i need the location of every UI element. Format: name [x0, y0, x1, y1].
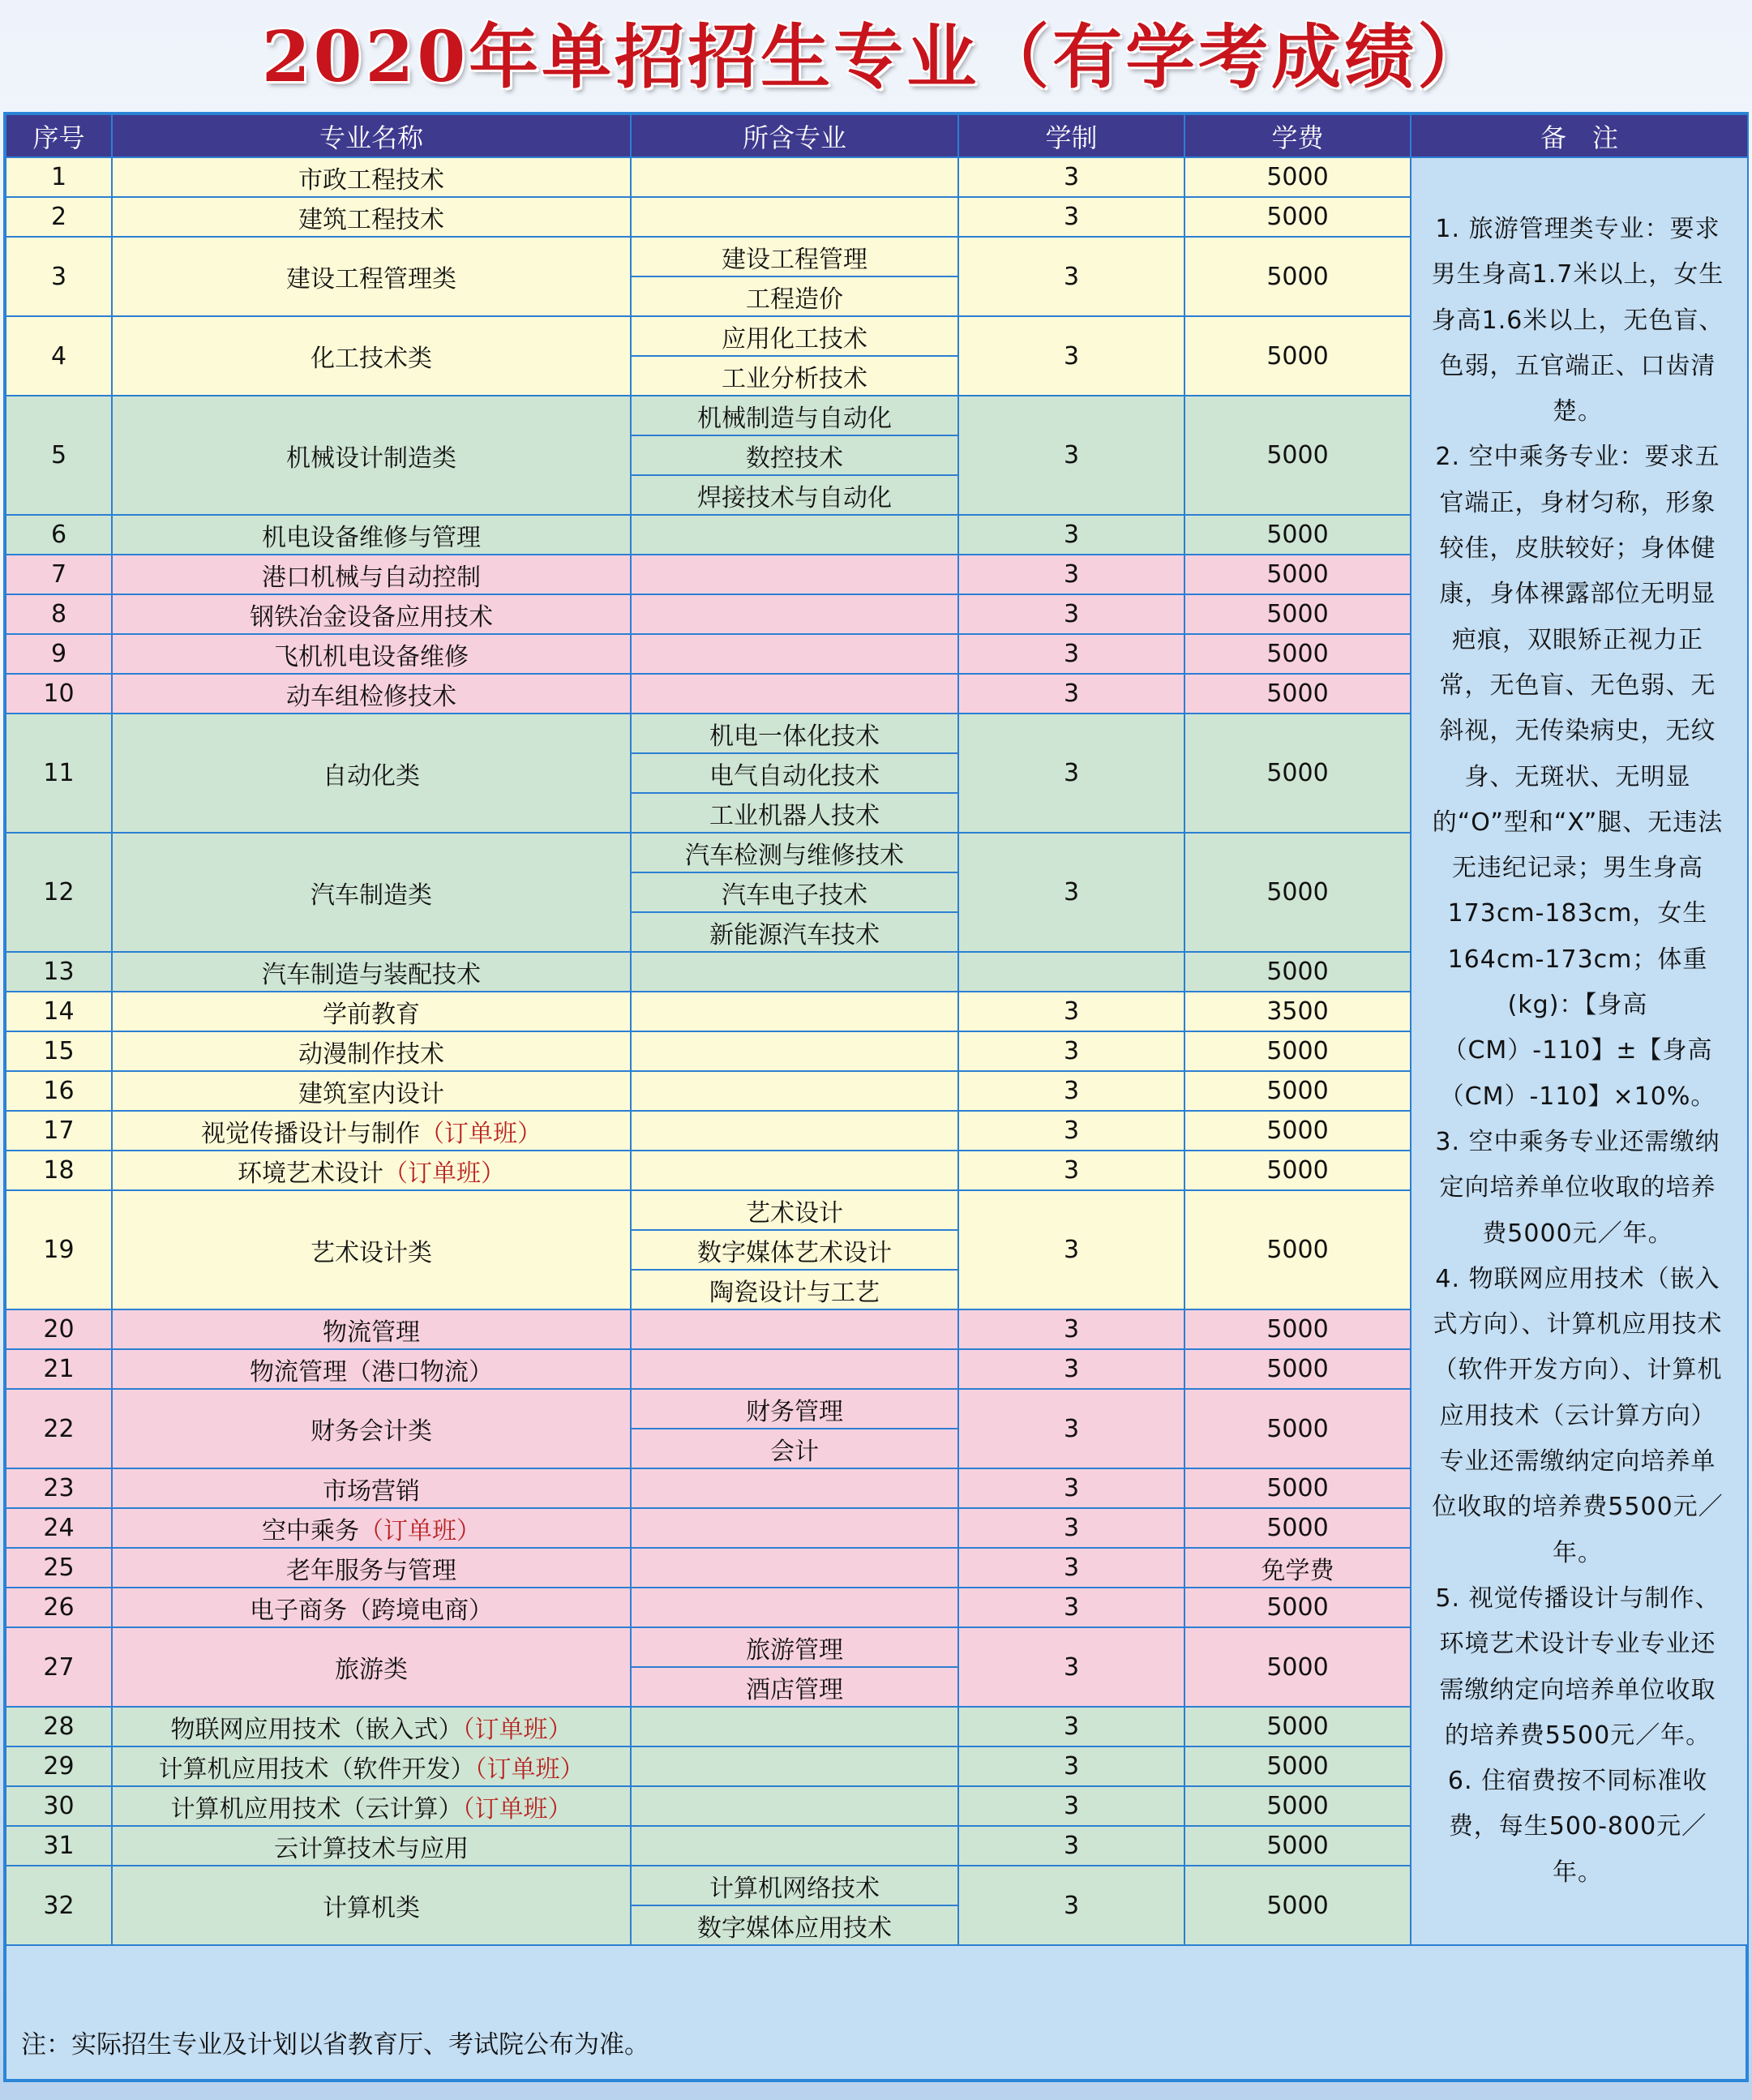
included-major: 工业机器人技术 — [631, 793, 958, 833]
major-name: 财务会计类 — [311, 1417, 432, 1446]
row-number: 6 — [6, 515, 112, 555]
fee-cell: 5000 — [1184, 1627, 1411, 1707]
included-major: 酒店管理 — [631, 1667, 958, 1707]
row-number: 31 — [6, 1826, 112, 1866]
fee-cell: 5000 — [1184, 396, 1411, 515]
remark-item: 2. 空中乘务专业：要求五官端正，身材匀称，形象较佳，皮肤较好；身体健康，身体裸露部位无明显疤痕，双眼矫正视力正常，无色盲、无色弱、无斜视，无传染病史，无纹身、无斑状、无明显的“O”型和“X”腿、无违法无违纪记录；男生身高173cm-183cm，女生164cm-173cm；体重(kg)：【身高（CM）-110】±【身高（CM）-110】×10%。 — [1432, 443, 1724, 1111]
included-major: 应用化工技术 — [631, 316, 958, 356]
major-name-cell — [112, 1548, 631, 1588]
included-major — [631, 634, 958, 674]
header-no: 序号 — [6, 114, 112, 157]
remark-item: 5. 视觉传播设计与制作、环境艺术设计专业专业还需缴纳定向培养单位收取的培养费5500元／年。 — [1435, 1584, 1720, 1750]
years-cell: 3 — [958, 833, 1184, 952]
major-name: 动漫制作技术 — [298, 1039, 444, 1069]
remark-item: 6. 住宿费按不同标准收费，每生500-800元／年。 — [1447, 1767, 1708, 1887]
included-major: 建设工程管理 — [631, 237, 958, 276]
major-name: 市场营销 — [323, 1476, 420, 1506]
row-number: 9 — [6, 634, 112, 674]
included-major: 数字媒体应用技术 — [631, 1905, 958, 1945]
page-title: 2020年单招招生专业（有学考成绩） — [261, 15, 1491, 98]
included-major: 工业分析技术 — [631, 356, 958, 396]
included-major — [631, 1548, 958, 1588]
included-major: 会计 — [631, 1429, 958, 1468]
included-major: 数控技术 — [631, 435, 958, 475]
fee-cell: 3500 — [1184, 992, 1411, 1031]
fee-cell: 5000 — [1184, 1389, 1411, 1468]
included-major: 机械制造与自动化 — [631, 396, 958, 435]
row-number: 32 — [6, 1866, 112, 1945]
major-name: 汽车制造类 — [311, 881, 432, 910]
major-name: 计算机应用技术（软件开发） — [158, 1755, 475, 1784]
included-major — [631, 952, 958, 992]
years-cell: 3 — [958, 1508, 1184, 1548]
major-name-cell — [112, 1111, 631, 1151]
major-name-cell — [112, 1588, 631, 1627]
major-name-cell — [112, 1309, 631, 1349]
years-cell: 3 — [958, 1746, 1184, 1786]
years-cell: 3 — [958, 634, 1184, 674]
major-name-cell — [112, 157, 631, 197]
row-number: 27 — [6, 1627, 112, 1707]
included-major — [631, 992, 958, 1031]
included-major — [631, 1786, 958, 1826]
fee-cell: 5000 — [1184, 515, 1411, 555]
major-name: 建设工程管理类 — [286, 265, 456, 294]
major-name-cell — [112, 1151, 631, 1190]
major-name-cell — [112, 1746, 631, 1786]
header-fee: 学费 — [1184, 114, 1411, 157]
major-name: 机械设计制造类 — [286, 444, 456, 473]
major-name-cell — [112, 316, 631, 396]
years-cell: 3 — [958, 594, 1184, 634]
row-number: 21 — [6, 1349, 112, 1389]
major-name: 建筑工程技术 — [298, 205, 444, 234]
row-number: 2 — [6, 197, 112, 237]
major-name: 空中乘务 — [262, 1516, 359, 1545]
fee-cell: 5000 — [1184, 1349, 1411, 1389]
major-name-cell — [112, 555, 631, 594]
order-class-tag: （订单班） — [462, 1794, 572, 1824]
table-header-row — [6, 114, 1748, 157]
years-cell — [958, 952, 1184, 992]
row-number: 25 — [6, 1548, 112, 1588]
included-major — [631, 1588, 958, 1627]
major-name: 自动化类 — [323, 761, 420, 791]
major-name-cell — [112, 952, 631, 992]
row-number: 18 — [6, 1151, 112, 1190]
fee-cell: 5000 — [1184, 1031, 1411, 1071]
order-class-tag: （订单班） — [462, 1715, 572, 1744]
fee-cell: 5000 — [1184, 1866, 1411, 1945]
years-cell: 3 — [958, 515, 1184, 555]
included-major — [631, 555, 958, 594]
included-major — [631, 1071, 958, 1111]
included-major — [631, 1309, 958, 1349]
row-number: 14 — [6, 992, 112, 1031]
included-major: 财务管理 — [631, 1389, 958, 1429]
years-cell: 3 — [958, 1111, 1184, 1151]
row-number: 15 — [6, 1031, 112, 1071]
header-major-name: 专业名称 — [112, 114, 631, 157]
included-major — [631, 1746, 958, 1786]
fee-cell: 5000 — [1184, 952, 1411, 992]
major-name: 物联网应用技术（嵌入式） — [170, 1715, 463, 1744]
years-cell: 3 — [958, 1389, 1184, 1468]
major-name: 电子商务（跨境电商） — [250, 1596, 493, 1625]
included-major: 陶瓷设计与工艺 — [631, 1270, 958, 1309]
major-name-cell — [112, 515, 631, 555]
row-number: 3 — [6, 237, 112, 316]
years-cell: 3 — [958, 1826, 1184, 1866]
major-name: 钢铁冶金设备应用技术 — [250, 602, 493, 632]
major-name-cell — [112, 1190, 631, 1309]
fee-cell: 5000 — [1184, 1190, 1411, 1309]
years-cell: 3 — [958, 1588, 1184, 1627]
included-major — [631, 1508, 958, 1548]
fee-cell: 5000 — [1184, 1588, 1411, 1627]
included-major — [631, 1826, 958, 1866]
major-name: 港口机械与自动控制 — [262, 563, 481, 592]
order-class-tag: （订单班） — [359, 1516, 481, 1545]
row-number: 12 — [6, 833, 112, 952]
years-cell: 3 — [958, 1151, 1184, 1190]
row-number: 13 — [6, 952, 112, 992]
fee-cell: 5000 — [1184, 1786, 1411, 1826]
major-name-cell — [112, 1031, 631, 1071]
fee-cell: 5000 — [1184, 1826, 1411, 1866]
remark-item: 3. 空中乘务专业还需缴纳定向培养单位收取的培养费5000元／年。 — [1435, 1127, 1720, 1248]
years-cell: 3 — [958, 1031, 1184, 1071]
years-cell: 3 — [958, 1190, 1184, 1309]
fee-cell: 5000 — [1184, 237, 1411, 316]
major-name-cell — [112, 1826, 631, 1866]
years-cell: 3 — [958, 1786, 1184, 1826]
major-name: 飞机机电设备维修 — [274, 642, 469, 671]
fee-cell: 5000 — [1184, 555, 1411, 594]
included-major — [631, 1468, 958, 1508]
order-class-tag: （订单班） — [383, 1159, 505, 1188]
fee-cell: 5000 — [1184, 157, 1411, 197]
remark-item: 4. 物联网应用技术（嵌入式方向）、计算机应用技术（软件开发方向）、计算机应用技术（云计算方向）专业还需缴纳定向培养单位收取的培养费5500元／年。 — [1432, 1264, 1724, 1567]
years-cell: 3 — [958, 1468, 1184, 1508]
major-name-cell — [112, 714, 631, 833]
major-name: 旅游类 — [335, 1656, 408, 1684]
row-number: 24 — [6, 1508, 112, 1548]
majors-table — [5, 114, 1749, 1946]
included-major — [631, 1111, 958, 1151]
row-number: 19 — [6, 1190, 112, 1309]
included-major — [631, 1349, 958, 1389]
included-major: 汽车检测与维修技术 — [631, 833, 958, 872]
fee-cell: 5000 — [1184, 674, 1411, 714]
fee-cell: 5000 — [1184, 197, 1411, 237]
major-name: 市政工程技术 — [298, 165, 444, 195]
years-cell: 3 — [958, 1309, 1184, 1349]
major-name-cell — [112, 1707, 631, 1746]
major-name-cell — [112, 1508, 631, 1548]
fee-cell: 5000 — [1184, 1151, 1411, 1190]
row-number: 10 — [6, 674, 112, 714]
included-major — [631, 1031, 958, 1071]
major-name-cell — [112, 1786, 631, 1826]
years-cell: 3 — [958, 555, 1184, 594]
included-major: 计算机网络技术 — [631, 1866, 958, 1905]
major-name: 计算机类 — [323, 1894, 420, 1922]
fee-cell: 5000 — [1184, 594, 1411, 634]
fee-cell: 5000 — [1184, 1309, 1411, 1349]
included-major — [631, 594, 958, 634]
fee-cell: 免学费 — [1184, 1548, 1411, 1588]
years-cell: 3 — [958, 157, 1184, 197]
header-remarks: 备 注 — [1411, 114, 1748, 157]
major-name: 物流管理 — [323, 1318, 420, 1347]
major-name-cell — [112, 197, 631, 237]
row-number: 8 — [6, 594, 112, 634]
years-cell: 3 — [958, 237, 1184, 316]
major-name-cell — [112, 992, 631, 1031]
fee-cell: 5000 — [1184, 1508, 1411, 1548]
fee-cell: 5000 — [1184, 1468, 1411, 1508]
header-years: 学制 — [958, 114, 1184, 157]
major-name: 学前教育 — [323, 1000, 420, 1029]
fee-cell: 5000 — [1184, 833, 1411, 952]
fee-cell: 5000 — [1184, 1071, 1411, 1111]
row-number: 23 — [6, 1468, 112, 1508]
major-name: 动车组检修技术 — [286, 682, 456, 711]
fee-cell: 5000 — [1184, 634, 1411, 674]
years-cell: 3 — [958, 1707, 1184, 1746]
row-number: 17 — [6, 1111, 112, 1151]
years-cell: 3 — [958, 1548, 1184, 1588]
major-name-cell — [112, 1071, 631, 1111]
years-cell: 3 — [958, 1866, 1184, 1945]
major-name: 汽车制造与装配技术 — [262, 960, 481, 989]
row-number: 4 — [6, 316, 112, 396]
footnote: 注：实际招生专业及计划以省教育厅、考试院公布为准。 — [21, 2030, 649, 2059]
row-number: 28 — [6, 1707, 112, 1746]
years-cell: 3 — [958, 1627, 1184, 1707]
row-number: 22 — [6, 1389, 112, 1468]
major-name-cell — [112, 237, 631, 316]
years-cell: 3 — [958, 396, 1184, 515]
included-major: 焊接技术与自动化 — [631, 475, 958, 515]
included-major: 汽车电子技术 — [631, 872, 958, 912]
major-name: 建筑室内设计 — [298, 1079, 444, 1108]
row-number: 20 — [6, 1309, 112, 1349]
order-class-tag: （订单班） — [420, 1119, 542, 1148]
years-cell: 3 — [958, 197, 1184, 237]
included-major — [631, 515, 958, 555]
fee-cell: 5000 — [1184, 1707, 1411, 1746]
fee-cell: 5000 — [1184, 714, 1411, 833]
included-major — [631, 157, 958, 197]
years-cell: 3 — [958, 674, 1184, 714]
included-major: 电气自动化技术 — [631, 753, 958, 793]
included-major: 新能源汽车技术 — [631, 912, 958, 952]
included-major: 工程造价 — [631, 276, 958, 316]
header-included-majors: 所含专业 — [631, 114, 958, 157]
row-number: 1 — [6, 157, 112, 197]
order-class-tag: （订单班） — [474, 1755, 585, 1784]
row-number: 16 — [6, 1071, 112, 1111]
major-name: 艺术设计类 — [311, 1238, 432, 1267]
major-name-cell — [112, 674, 631, 714]
included-major — [631, 197, 958, 237]
major-name: 云计算技术与应用 — [274, 1834, 469, 1863]
major-name: 机电设备维修与管理 — [262, 523, 481, 552]
remarks-cell — [1411, 157, 1748, 1945]
remark-item: 1. 旅游管理类专业：要求男生身高1.7米以上，女生身高1.6米以上，无色盲、色弱，五官端正、口齿清楚。 — [1431, 215, 1724, 426]
row-number: 30 — [6, 1786, 112, 1826]
included-major: 数字媒体艺术设计 — [631, 1230, 958, 1270]
major-name: 化工技术类 — [311, 345, 432, 373]
fee-cell: 5000 — [1184, 1111, 1411, 1151]
years-cell: 3 — [958, 992, 1184, 1031]
major-name-cell — [112, 1468, 631, 1508]
fee-cell: 5000 — [1184, 316, 1411, 396]
row-number: 11 — [6, 714, 112, 833]
included-major: 机电一体化技术 — [631, 714, 958, 753]
major-name-cell — [112, 396, 631, 515]
major-name-cell — [112, 1627, 631, 1707]
included-major — [631, 1151, 958, 1190]
major-name-cell — [112, 1866, 631, 1945]
fee-cell: 5000 — [1184, 1746, 1411, 1786]
row-number: 7 — [6, 555, 112, 594]
major-name: 物流管理（港口物流） — [250, 1357, 493, 1386]
major-name-cell — [112, 634, 631, 674]
included-major — [631, 674, 958, 714]
years-cell: 3 — [958, 1349, 1184, 1389]
row-number: 26 — [6, 1588, 112, 1627]
major-name: 环境艺术设计 — [238, 1159, 383, 1188]
major-name: 视觉传播设计与制作 — [201, 1119, 420, 1148]
major-name-cell — [112, 1349, 631, 1389]
major-name-cell — [112, 833, 631, 952]
years-cell: 3 — [958, 316, 1184, 396]
row-number: 5 — [6, 396, 112, 515]
included-major: 艺术设计 — [631, 1190, 958, 1230]
years-cell: 3 — [958, 714, 1184, 833]
years-cell: 3 — [958, 1071, 1184, 1111]
row-number: 29 — [6, 1746, 112, 1786]
table-row — [6, 157, 1748, 197]
included-major: 旅游管理 — [631, 1627, 958, 1667]
major-name-cell — [112, 594, 631, 634]
included-major — [631, 1707, 958, 1746]
major-name: 计算机应用技术（云计算） — [170, 1794, 463, 1824]
major-name-cell — [112, 1389, 631, 1468]
major-name: 老年服务与管理 — [286, 1556, 456, 1585]
